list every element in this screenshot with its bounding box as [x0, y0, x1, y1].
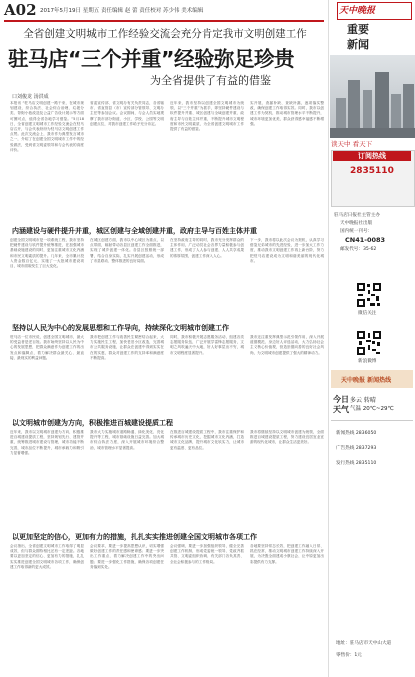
city-photo — [330, 55, 415, 138]
section-4-column-3: 会议强调，要进一步加强组织领导，健全完善创建工作机制，形成党委统一领导、党政齐抓共管、文明委组织协调、有关部门各负其责、全社会积极参与的工作格局。 — [170, 544, 244, 564]
distribution-hotline: 发行热线 2835110 — [336, 461, 377, 466]
sidebar-heading-1: 重要 — [347, 23, 369, 36]
masthead-logo: 天中晚报 — [339, 6, 376, 16]
edition-line: 天中晚报社出版 — [340, 221, 373, 226]
lead-byline: 口刘俊龙 汤洪成 — [12, 94, 49, 100]
section-3-column-2: 我市大力实施城市道路畅通、绿化美化、亮化提升等工程，城市基础设施日益完善。加大城市综合执法力度，深入开展城市环境综合整治，城市管理水平显著提高。 — [90, 430, 164, 450]
sidebar-rule — [331, 420, 413, 421]
section-1-column-2: 在城区创建方面，我市以中心城区为重点，以点带面，辐射带动各县区创建工作全面推进，实现了城乡创建一体化。各县区按照统一部署，结合自身实际，扎实开展创建活动，形成了市县联动、整体推进的良好局面。 — [90, 238, 164, 263]
lead-column-1: 本报讯 “驻马店文明创建一路干来，在城市规划建设、综合执法、社会综合治理、垃圾分类、背街小巷改造及公益广告设计展示等方面可圈可点，值得全省各地学习借鉴。”5月18日，全省创建文明城市工作经验交流会在驻马店召开，与会代表纷纷为驻马店文明创建工作点赞。此次交流会上，我市作为典型发言城市之一，介绍了在创建全国文明城市工作中的经验做法，受到省文明委领导和与会代表的高度评价。 — [10, 101, 84, 152]
post-code: 邮发代号：35-62 — [340, 247, 377, 252]
section-2-column-1: 驻马店一位市民说，创建全国文明城市，最大的受益者是老百姓。我市始终坚持以人民为中心的发展思想，把群众满意作为创建工作的出发点和落脚点，着力解决群众最关心、最直接、最现实的利益问题。 — [10, 335, 84, 360]
section-2-column-2: 我市把创建工作与改善民生紧密结合起来，大力实施民生工程，加快老旧小区改造，完善城市公共服务设施，让群众在创建中得到实实在在的实惠，群众对创建工作的支持率和满意度不断提高。 — [90, 335, 164, 360]
section-3-column-3: 在推进百城建设提质工程中，我市注重保护和传承城市历史文化，挖掘城市文化内涵，打造城市文化品牌，提升城市文化软实力，让城市更有温度、更有品位。 — [170, 430, 244, 450]
date-line: 2017年5月19日 星期五 责任编辑 赵 蕾 责任校对 苏少伟 美术编辑 — [40, 8, 204, 14]
section-3-column-4: 我市将继续坚持以文明城市创建为统领，全面推进百城建设提质工程，努力建设宜居宜业宜游的现代化城市，让群众生活更美好。 — [250, 430, 324, 445]
page-number: A02 — [4, 1, 37, 19]
section-2-column-4: 我市还注重发挥典型示范引领作用，深入开展道德模范、身边好人评选活动，大力弘扬社会主义核心价值观，营造崇德向善的良好社会风尚，为文明城市创建提供了强大的精神动力。 — [250, 335, 324, 355]
subscription-ad-phone: 2835110 — [350, 166, 394, 176]
header-rule — [4, 20, 324, 22]
lead-subhead: 为全省提供了有益的借鉴 — [150, 74, 271, 87]
section-3-column-1: 近年来，我市以文明城市创建为方向，积极推进百城建设提质工程，坚持规划先行、建管并重，统筹推进城市建设与管理，城市功能不断完善，城市品位不断提升，城市承载力和吸引力显著增强。 — [10, 430, 84, 455]
retail-price: 零售价：1元 — [336, 653, 362, 658]
section-title-2: 坚持以人民为中心的发展思想和工作导向，持续深化文明城市创建工作 — [12, 324, 229, 332]
weibo-qr-code — [356, 330, 382, 356]
section-title-3: 以文明城市创建为方向，积极推进百城建设提质工程 — [12, 419, 173, 427]
temperature-range: 气温 20℃~29℃ — [350, 406, 394, 412]
lead-column-3: 近年来，我市坚持以创建全国文明城市为统领，以“三个并重”为抓手，即坚持硬件建设与软件提升并重、城区创建与全域创建并重、政府主导与百姓主体并重，不断提升城市文明程度和市民文明素质，为全省创建文明城市工作提供了有益的借鉴。 — [170, 101, 244, 132]
sidebar-heading-2: 新闻 — [347, 38, 369, 51]
weather-condition: 多云 转晴 — [350, 397, 376, 404]
section-title-4: 以更加坚定的信心，更加有力的措施，扎扎实实推进创建全国文明城市各项工作 — [12, 533, 257, 541]
today-label: 今日 — [333, 395, 349, 404]
weather-label: 天气 — [333, 405, 349, 414]
news-hotline: 新闻热线 2836050 — [336, 431, 377, 436]
section-1-column-1: 创建全国文明城市是一项系统工程，我市坚持把硬件建设与软件提升统筹推进，在加强城市基础设施建设的同时，更加注重城市文化内涵和市民文明素质的提升。几年来，全市累计投入资金数百亿元，实施了一大批城市建设项目，城市面貌发生了巨大变化。 — [10, 238, 84, 269]
weibo-label: 新浪微博 — [358, 359, 377, 364]
ad-hotline: 广告热线 2837293 — [336, 446, 377, 451]
sidebar-tagline: 读天中 看天下 — [331, 140, 373, 148]
news-hotline-banner-text: 天中晚报 新闻热线 — [341, 377, 392, 384]
sidebar-divider — [328, 0, 329, 677]
section-4-column-2: 会议要求，要进一步提高思想认识，切实增强做好创建工作的责任感和使命感；要进一步突出工作重点，着力解决创建工作中的突出问题；要进一步强化工作措施，确保各项创建任务落到实处。 — [90, 544, 164, 569]
lead-column-2: 省委宣传部、省文明办有关负责同志，各省辖市、省直管县（市）宣传部分管领导、文明办主任等参加会议。会议期间，与会人员实地观摩了我市部分街道、小区、学校、公园等文明创建点位，对我市创建工作给予充分肯定。 — [90, 101, 164, 126]
wechat-qr-code — [356, 282, 382, 308]
lead-kicker: 全省创建文明城市工作经验交流会充分肯定我市文明创建工作 — [23, 28, 307, 40]
lead-column-4: 实开展、查漏补缺、查缺补漏，逐项落实整改，确保创建工作取得实效。同时，我市以创建工作为契机，推动城市管理水平不断提升，城市环境更加优美，群众获得感幸福感不断增强。 — [250, 101, 324, 126]
publisher-line: 驻马店日报社主管主办 — [334, 213, 380, 218]
subscription-ad-title: 订阅热线 — [333, 151, 411, 161]
section-1-column-3: 在坚持政府主导的同时，我市充分发挥群众的主体作用，广泛动员社会各界力量积极参与创建工作，形成了人人参与创建、人人共享成果的浓厚氛围，创建工作深入人心。 — [170, 238, 244, 258]
section-title-1: 内涵建设与硬件提升并重，城区创建与全域创建并重，政府主导与百姓主体并重 — [12, 227, 257, 235]
cn-number: CN41-0083 — [345, 236, 386, 244]
office-address: 地址：驻马店市天中山大道 — [336, 641, 392, 646]
issn-line: 国内统一刊号： — [340, 229, 373, 234]
lead-headline: 驻马店“三个并重”经验弥足珍贵 — [8, 47, 294, 71]
section-2-column-3: 同时，我市积极开展志愿服务活动，组建各类志愿服务队伍，广泛开展学雷锋志愿服务，文明之风吹遍天中大地，好人好事层出不穷，城市文明程度显著提升。 — [170, 335, 244, 355]
section-1-column-4: 下一步，我市将以此次会议为契机，认真学习借鉴兄弟城市的先进经验，进一步加大工作力度，推动我市文明创建工作再上新台阶，努力把驻马店建设成为文明和谐美丽的现代化城市。 — [250, 238, 324, 263]
section-4-column-1: 会议指出，全省创建文明城市工作取得了明显成效，但与群众期待相比还有一定差距。各地要以更加坚定的信心、更加有力的措施，扎扎实实推进创建全国文明城市各项工作，确保创建工作取得新的更大成效。 — [10, 544, 84, 569]
wechat-label: 微信关注 — [358, 311, 377, 316]
section-4-column-4: 各地要坚持常态长效，把创建工作融入日常、抓在经常，推动文明城市创建工作持续深入开展，为决胜全面建成小康社会、让中原更加出彩提供有力支撑。 — [250, 544, 324, 564]
